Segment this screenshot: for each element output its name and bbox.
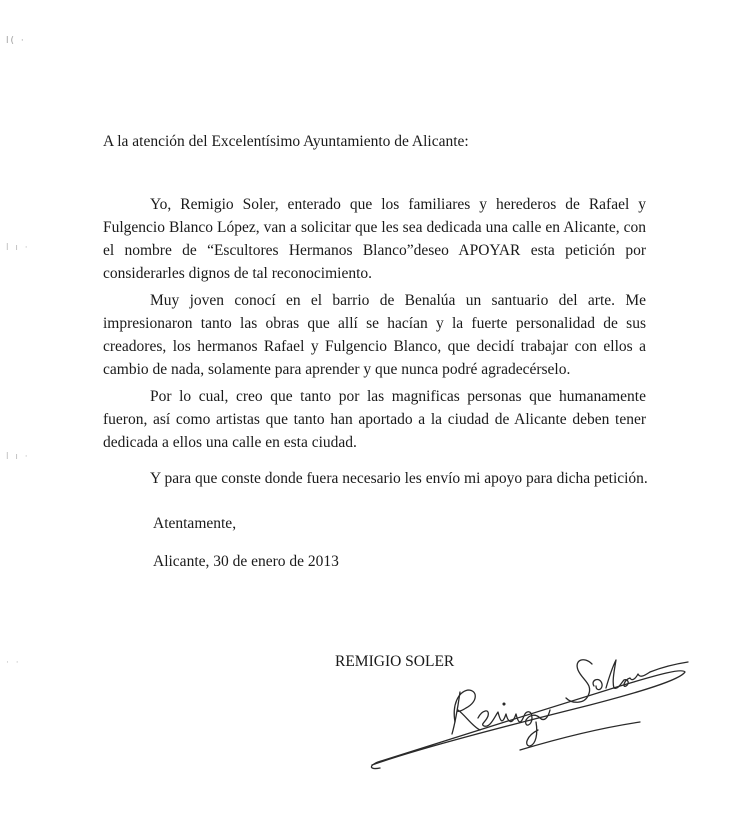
letter-closing: Atentamente, bbox=[153, 515, 237, 532]
scan-artifact: l ı · bbox=[6, 243, 30, 253]
scan-artifact: l( · bbox=[6, 36, 26, 46]
signer-name: REMIGIO SOLER bbox=[335, 653, 455, 670]
paragraph-memory: Muy joven conocí en el barrio de Benalúa un santuario del arte. Me impresionaron tanto las obras que allí se hacían y la fuerte personalidad de sus creadores, los hermanos Rafael y Fulgencio Blanco, que decidí trabajar con ellos a cambio de nada, solamente para aprender y que nunca podré agradecérselo. bbox=[103, 292, 646, 378]
letter-greeting: A la atención del Excelentísimo Ayuntamiento de Alicante: bbox=[103, 133, 469, 150]
scan-artifact: l ı · bbox=[6, 452, 30, 462]
scan-artifact: · · bbox=[6, 658, 21, 668]
paragraph-statement: Y para que conste donde fuera necesario les envío mi apoyo para dicha petición. bbox=[150, 470, 648, 487]
place-and-date: Alicante, 30 de enero de 2013 bbox=[153, 553, 339, 570]
paragraph-conclusion: Por lo cual, creo que tanto por las magnificas personas que humanamente fueron, así como artistas que tanto han aportado a la ciudad de Alicante deben tener dedicada a ellos una calle en esta ciudad. bbox=[103, 388, 646, 451]
paragraph-support: Yo, Remigio Soler, enterado que los familiares y herederos de Rafael y Fulgencio Blanco López, van a solicitar que les sea dedicada una calle en Alicante, con el nombre de “Escultores Hermanos Blanco”deseo APOYAR esta petición por considerarles dignos de tal reconocimiento. bbox=[103, 196, 646, 282]
handwritten-signature bbox=[360, 630, 700, 780]
